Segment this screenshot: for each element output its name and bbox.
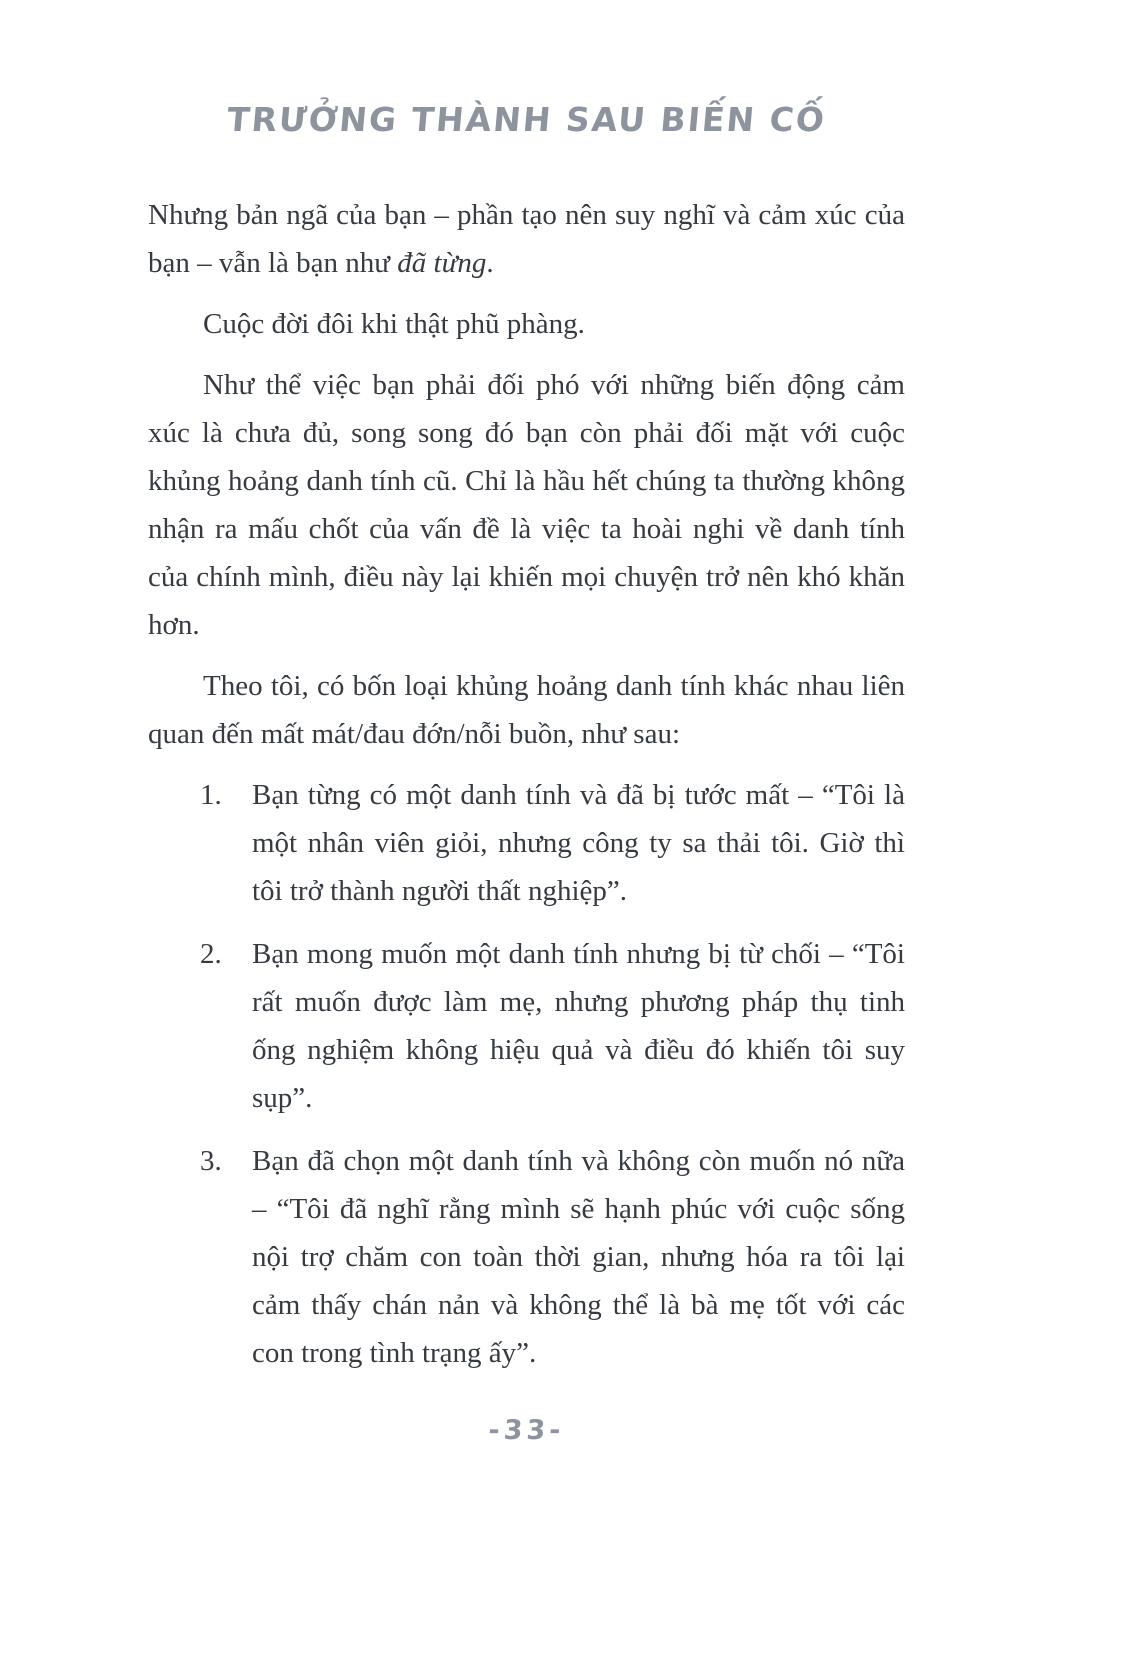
paragraph-intro-before: Nhưng bản ngã của bạn – phần tạo nên suy nghĩ và cảm xúc của bạn – vẫn là bạn như xyxy=(148,199,905,279)
list-item-text: Bạn đã chọn một danh tính và không còn muốn nó nữa – “Tôi đã nghĩ rằng mình sẽ hạnh phúc với cuộc sống nội trợ chăm con toàn thời gian, nhưng hóa ra tôi lại cảm thấy chán nản và không thể là bà mẹ tốt với các con trong tình trạng ấy”. xyxy=(252,1145,905,1369)
list-item xyxy=(148,930,905,1122)
paragraph-intro-after: . xyxy=(486,247,494,279)
list-item-text: Bạn từng có một danh tính và đã bị tước mất – “Tôi là một nhân viên giỏi, nhưng công ty sa thải tôi. Giờ thì tôi trở thành người thất nghiệp”. xyxy=(252,779,905,907)
list-item xyxy=(148,1137,905,1377)
paragraph-life-harsh: Cuộc đời đôi khi thật phũ phàng. xyxy=(203,308,585,340)
book-title-header: TRƯỞNG THÀNH SAU BIẾN CỐ xyxy=(225,100,828,139)
paragraph-intro-italic: đã từng xyxy=(397,247,487,279)
identity-crisis-list xyxy=(148,771,905,1377)
page-number: -33- xyxy=(487,1415,566,1446)
list-item xyxy=(148,771,905,915)
list-item-number: 1. xyxy=(200,779,222,811)
paragraph-four-types: Theo tôi, có bốn loại khủng hoảng danh tính khác nhau liên quan đến mất mát/đau đớn/nỗi buồn, như sau: xyxy=(148,670,905,750)
list-item-number: 3. xyxy=(200,1145,222,1177)
list-item-text: Bạn mong muốn một danh tính nhưng bị từ chối – “Tôi rất muốn được làm mẹ, nhưng phương pháp thụ tinh ống nghiệm không hiệu quả và điều đó khiến tôi suy sụp”. xyxy=(252,938,905,1114)
list-item-number: 2. xyxy=(200,938,222,970)
paragraph-intro xyxy=(148,191,905,287)
paragraph-identity-crisis: Như thể việc bạn phải đối phó với những biến động cảm xúc là chưa đủ, song song đó bạn còn phải đối mặt với cuộc khủng hoảng danh tính cũ. Chỉ là hầu hết chúng ta thường không nhận ra mấu chốt của vấn đề là việc ta hoài nghi về danh tính của chính mình, điều này lại khiến mọi chuyện trở nên khó khăn hơn. xyxy=(148,369,905,641)
